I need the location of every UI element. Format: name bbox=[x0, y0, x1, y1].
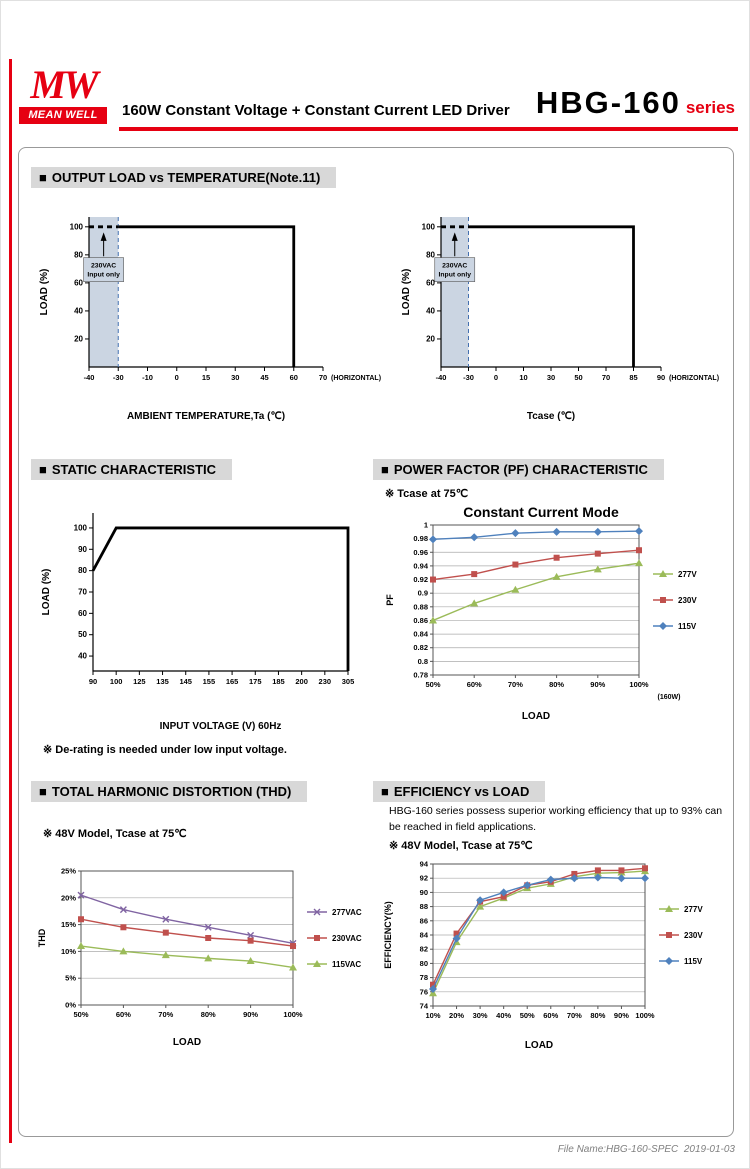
svg-text:15: 15 bbox=[201, 373, 211, 382]
model-series-label: series bbox=[685, 98, 735, 117]
efficiency-description: HBG-160 series possess superior working efficiency that up to 93% can be reached in field applications. bbox=[389, 805, 723, 833]
model-block bbox=[536, 85, 735, 121]
square-bullet-icon: ■ bbox=[39, 784, 47, 799]
svg-text:80%: 80% bbox=[549, 680, 565, 689]
svg-text:305: 305 bbox=[341, 677, 355, 686]
svg-text:100: 100 bbox=[73, 523, 87, 533]
logo-mw-text: MW bbox=[30, 62, 96, 107]
svg-text:0: 0 bbox=[174, 373, 179, 382]
svg-text:175: 175 bbox=[249, 677, 262, 686]
svg-text:Input only: Input only bbox=[438, 271, 471, 279]
svg-text:115V: 115V bbox=[684, 957, 703, 966]
svg-text:40%: 40% bbox=[496, 1011, 512, 1020]
svg-text:LOAD: LOAD bbox=[172, 1037, 202, 1048]
svg-text:-40: -40 bbox=[83, 373, 95, 382]
svg-text:80%: 80% bbox=[590, 1011, 606, 1020]
svg-text:(HORIZONTAL): (HORIZONTAL) bbox=[669, 375, 720, 382]
section-efficiency-header bbox=[373, 781, 545, 802]
svg-text:0.78: 0.78 bbox=[413, 670, 428, 680]
meanwell-logo bbox=[19, 63, 107, 124]
svg-text:Input only: Input only bbox=[87, 271, 120, 279]
svg-text:1: 1 bbox=[423, 520, 428, 530]
chart-efficiency-vs-load bbox=[379, 854, 729, 1059]
svg-text:100%: 100% bbox=[283, 1010, 303, 1019]
header-divider-rule bbox=[119, 127, 738, 131]
svg-text:80: 80 bbox=[419, 958, 428, 968]
svg-text:0: 0 bbox=[493, 373, 499, 382]
chart-svg bbox=[379, 854, 729, 1054]
svg-text:100: 100 bbox=[421, 222, 435, 232]
section-static-title: STATIC CHARACTERISTIC bbox=[51, 462, 217, 477]
svg-text:92: 92 bbox=[419, 873, 428, 883]
svg-text:0.82: 0.82 bbox=[413, 643, 428, 653]
svg-text:LOAD (%): LOAD (%) bbox=[41, 568, 52, 616]
svg-text:90: 90 bbox=[88, 677, 98, 686]
svg-text:125: 125 bbox=[133, 677, 146, 686]
svg-text:0.96: 0.96 bbox=[413, 547, 428, 557]
svg-text:Tcase (℃): Tcase (℃) bbox=[526, 411, 576, 422]
section-pf-header bbox=[373, 459, 664, 480]
pf-chart-title: Constant Current Mode bbox=[463, 504, 619, 520]
svg-text:80: 80 bbox=[74, 250, 83, 260]
svg-text:230VAC: 230VAC bbox=[332, 934, 362, 943]
svg-text:100: 100 bbox=[109, 677, 123, 686]
svg-text:200: 200 bbox=[295, 677, 308, 686]
chart-svg bbox=[379, 517, 729, 725]
svg-text:AMBIENT TEMPERATURE,Ta (℃): AMBIENT TEMPERATURE,Ta (℃) bbox=[126, 411, 286, 422]
svg-text:0.86: 0.86 bbox=[413, 615, 428, 625]
chart-static-characteristic bbox=[29, 499, 374, 744]
svg-text:20%: 20% bbox=[449, 1011, 465, 1020]
svg-text:230V: 230V bbox=[678, 596, 697, 605]
section-static-header bbox=[31, 459, 232, 480]
svg-text:277V: 277V bbox=[678, 570, 697, 579]
svg-text:-40: -40 bbox=[435, 373, 447, 382]
square-bullet-icon: ■ bbox=[39, 170, 47, 185]
svg-text:100: 100 bbox=[69, 222, 83, 232]
svg-text:10%: 10% bbox=[60, 946, 76, 956]
svg-text:30: 30 bbox=[231, 373, 240, 382]
svg-text:(160W): (160W) bbox=[657, 694, 681, 701]
svg-text:60: 60 bbox=[78, 608, 87, 618]
svg-text:0.9: 0.9 bbox=[417, 588, 428, 598]
svg-text:INPUT VOLTAGE (V) 60Hz: INPUT VOLTAGE (V) 60Hz bbox=[159, 721, 282, 732]
svg-text:82: 82 bbox=[419, 944, 428, 954]
svg-text:115V: 115V bbox=[678, 622, 697, 631]
svg-text:90: 90 bbox=[419, 887, 428, 897]
svg-text:0%: 0% bbox=[65, 1000, 76, 1010]
svg-text:76: 76 bbox=[419, 987, 428, 997]
svg-text:60: 60 bbox=[426, 278, 435, 288]
svg-text:LOAD (%): LOAD (%) bbox=[39, 268, 50, 316]
svg-text:(HORIZONTAL): (HORIZONTAL) bbox=[331, 375, 382, 382]
file-name-footer: File Name:HBG-160-SPEC 2019-01-03 bbox=[557, 1144, 735, 1155]
chart-svg bbox=[29, 861, 389, 1051]
svg-text:230: 230 bbox=[318, 677, 332, 686]
svg-text:88: 88 bbox=[419, 902, 428, 912]
svg-text:70%: 70% bbox=[158, 1010, 174, 1019]
svg-text:20%: 20% bbox=[60, 893, 76, 903]
svg-text:60%: 60% bbox=[466, 680, 482, 689]
svg-text:100%: 100% bbox=[629, 680, 649, 689]
svg-text:230VAC: 230VAC bbox=[442, 262, 468, 270]
svg-text:45: 45 bbox=[260, 373, 269, 382]
svg-text:20: 20 bbox=[426, 334, 435, 344]
square-bullet-icon: ■ bbox=[39, 462, 47, 477]
svg-text:94: 94 bbox=[419, 859, 428, 869]
svg-text:80: 80 bbox=[426, 250, 435, 260]
svg-text:80%: 80% bbox=[200, 1010, 216, 1019]
section-output-load-title: OUTPUT LOAD vs TEMPERATURE(Note.11) bbox=[51, 170, 321, 185]
svg-text:80: 80 bbox=[78, 566, 87, 576]
section-efficiency-title: EFFICIENCY vs LOAD bbox=[393, 784, 530, 799]
svg-text:145: 145 bbox=[179, 677, 192, 686]
svg-text:165: 165 bbox=[225, 677, 239, 686]
svg-text:70: 70 bbox=[78, 587, 87, 597]
svg-text:90: 90 bbox=[656, 373, 666, 382]
svg-text:50: 50 bbox=[78, 630, 87, 640]
svg-text:0.94: 0.94 bbox=[413, 561, 428, 571]
svg-text:60: 60 bbox=[74, 278, 83, 288]
svg-text:-10: -10 bbox=[142, 373, 153, 382]
chart-load-vs-tcase bbox=[395, 203, 729, 434]
chart-load-vs-ambient bbox=[27, 203, 389, 434]
svg-text:230VAC: 230VAC bbox=[91, 262, 117, 270]
svg-text:85: 85 bbox=[629, 373, 638, 382]
chart-svg bbox=[29, 499, 374, 739]
derating-note: ※ De-rating is needed under low input voltage. bbox=[43, 744, 287, 756]
svg-text:100%: 100% bbox=[635, 1011, 655, 1020]
svg-text:0.98: 0.98 bbox=[413, 534, 428, 544]
svg-text:50%: 50% bbox=[73, 1010, 89, 1019]
svg-text:50: 50 bbox=[574, 373, 583, 382]
svg-text:115VAC: 115VAC bbox=[332, 960, 362, 969]
svg-text:230V: 230V bbox=[684, 931, 703, 940]
efficiency-note: ※ 48V Model, Tcase at 75℃ bbox=[389, 840, 533, 852]
svg-text:60%: 60% bbox=[543, 1011, 559, 1020]
svg-text:30: 30 bbox=[546, 373, 556, 382]
svg-text:LOAD (%): LOAD (%) bbox=[401, 268, 412, 316]
square-bullet-icon: ■ bbox=[381, 784, 389, 799]
svg-text:LOAD: LOAD bbox=[521, 711, 551, 722]
svg-text:78: 78 bbox=[419, 973, 428, 983]
svg-text:70: 70 bbox=[601, 373, 611, 382]
section-thd-title: TOTAL HARMONIC DISTORTION (THD) bbox=[51, 784, 292, 799]
svg-text:40: 40 bbox=[74, 306, 83, 316]
svg-text:90: 90 bbox=[78, 544, 87, 554]
chart-svg bbox=[395, 203, 729, 429]
svg-text:50%: 50% bbox=[519, 1011, 535, 1020]
thd-note: ※ 48V Model, Tcase at 75℃ bbox=[43, 828, 187, 840]
svg-text:-30: -30 bbox=[112, 373, 124, 382]
svg-text:10: 10 bbox=[519, 373, 528, 382]
svg-text:25%: 25% bbox=[60, 866, 76, 876]
svg-text:40: 40 bbox=[426, 306, 435, 316]
svg-text:90%: 90% bbox=[613, 1011, 629, 1020]
svg-text:EFFICIENCY(%): EFFICIENCY(%) bbox=[383, 901, 393, 969]
svg-text:0.8: 0.8 bbox=[417, 656, 428, 666]
svg-text:86: 86 bbox=[419, 916, 428, 926]
square-bullet-icon: ■ bbox=[381, 462, 389, 477]
svg-text:0.92: 0.92 bbox=[413, 575, 428, 585]
pf-note: ※ Tcase at 75℃ bbox=[385, 488, 469, 500]
svg-text:60: 60 bbox=[289, 373, 298, 382]
svg-text:277V: 277V bbox=[684, 905, 703, 914]
svg-text:LOAD: LOAD bbox=[524, 1040, 554, 1051]
svg-text:70%: 70% bbox=[507, 680, 523, 689]
section-pf-title: POWER FACTOR (PF) CHARACTERISTIC bbox=[393, 462, 648, 477]
chart-pf-vs-load bbox=[379, 517, 729, 730]
svg-text:20: 20 bbox=[74, 334, 83, 344]
svg-text:10%: 10% bbox=[425, 1011, 441, 1020]
logo-brand-text: MEAN WELL bbox=[19, 107, 107, 124]
svg-text:70: 70 bbox=[318, 373, 328, 382]
svg-text:0.88: 0.88 bbox=[413, 602, 428, 612]
svg-text:84: 84 bbox=[419, 930, 428, 940]
left-red-stripe bbox=[9, 59, 12, 1143]
chart-svg bbox=[27, 203, 389, 429]
svg-text:60%: 60% bbox=[115, 1010, 131, 1019]
section-thd-header bbox=[31, 781, 307, 802]
chart-thd-vs-load bbox=[29, 861, 389, 1056]
svg-text:135: 135 bbox=[156, 677, 169, 686]
svg-text:40: 40 bbox=[78, 651, 87, 661]
page-title: 160W Constant Voltage + Constant Current LED Driver bbox=[122, 102, 510, 119]
section-output-load-header bbox=[31, 167, 336, 188]
svg-text:PF: PF bbox=[385, 594, 395, 606]
svg-text:15%: 15% bbox=[60, 920, 76, 930]
svg-text:5%: 5% bbox=[65, 973, 76, 983]
svg-text:277VAC: 277VAC bbox=[332, 908, 362, 917]
svg-text:50%: 50% bbox=[425, 680, 441, 689]
svg-text:90%: 90% bbox=[590, 680, 606, 689]
svg-text:0.84: 0.84 bbox=[413, 629, 428, 639]
svg-text:-30: -30 bbox=[463, 373, 474, 382]
svg-text:70%: 70% bbox=[566, 1011, 582, 1020]
svg-text:155: 155 bbox=[202, 677, 216, 686]
svg-text:THD: THD bbox=[37, 928, 47, 948]
svg-text:30%: 30% bbox=[472, 1011, 488, 1020]
svg-text:185: 185 bbox=[272, 677, 285, 686]
svg-text:74: 74 bbox=[419, 1001, 428, 1011]
model-number: HBG-160 bbox=[535, 85, 681, 120]
svg-text:90%: 90% bbox=[243, 1010, 259, 1019]
